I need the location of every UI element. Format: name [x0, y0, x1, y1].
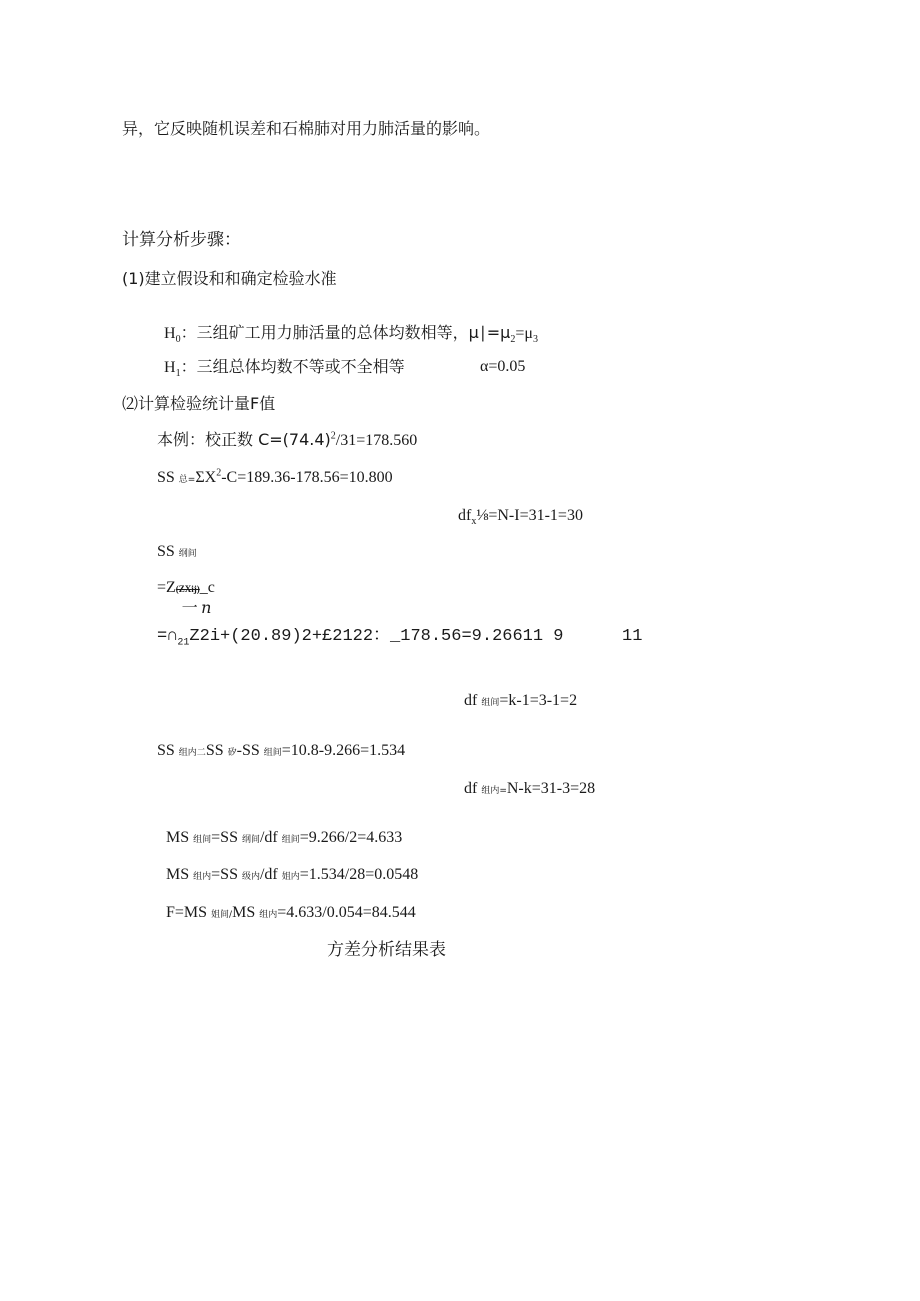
df-within-sub: 组内= — [481, 786, 507, 796]
step-1-heading: (1)建立假设和和确定检验水准 — [122, 269, 337, 288]
ms-within-sub1: 组内 — [193, 872, 212, 882]
ss-total-line — [157, 468, 393, 488]
df-between-suffix: =k-1=3-1=2 — [499, 692, 578, 709]
h1-label: H — [164, 359, 176, 376]
h0-text2: =μ — [515, 325, 533, 342]
ss-between-prefix: SS — [157, 543, 179, 560]
ms-between-line — [166, 828, 402, 848]
ss-within-sub3: 组间 — [263, 748, 282, 758]
alpha-level: α=0.05 — [480, 358, 526, 375]
h0-sub3: 3 — [532, 334, 538, 346]
h1-sub: 1 — [175, 368, 181, 380]
ss-within-suffix: =10.8-9.266=1.534 — [281, 742, 406, 759]
correction-prefix: 本例：校正数 C=(74.4) — [157, 430, 331, 449]
ms-between-mid: =SS — [211, 829, 242, 846]
hypothesis-h0 — [164, 323, 538, 344]
df-within-line — [464, 779, 595, 799]
ss-between-label — [157, 542, 197, 562]
ss-within-line — [157, 741, 405, 761]
f-value-sub1: 姐间/ — [211, 910, 233, 920]
intro-line: 异，它反映随机误差和石棉肺对用力肺活量的影响。 — [122, 119, 491, 138]
ms-between-sub2: 纲间 — [241, 835, 260, 845]
ms-within-line — [166, 865, 418, 885]
df-within-prefix: df — [464, 780, 482, 797]
df-total-suffix: ⅛=N-I=31-1=30 — [476, 507, 583, 524]
ss-total-text: ΣX — [195, 469, 217, 486]
ms-between-prefix: MS — [166, 829, 194, 846]
h0-sub2: 2 — [510, 334, 516, 346]
correction-sup: 2 — [330, 430, 336, 442]
df-between-prefix: df — [464, 692, 482, 709]
ss-total-sup: 2 — [216, 467, 222, 479]
h0-label: H — [164, 325, 176, 342]
ss-within-mid2: -SS — [236, 742, 264, 759]
ss-between-sub: 纲间 — [178, 549, 197, 559]
f-value-line — [166, 903, 416, 923]
step-2-heading: ⑵计算检验统计量F值 — [122, 394, 276, 413]
ss-between-calc-sub: 21 — [177, 637, 190, 649]
ss-between-formula-prefix: =Z — [157, 579, 176, 596]
df-total-line — [458, 506, 583, 526]
ms-between-mid2: /df — [259, 829, 282, 846]
df-total-sub: x — [471, 516, 477, 528]
df-total-prefix: df — [458, 507, 472, 524]
ss-within-sub2: 矽 — [227, 748, 237, 758]
h0-sub: 0 — [175, 334, 181, 346]
ss-within-mid1: SS — [205, 742, 228, 759]
ss-total-prefix: SS — [157, 469, 179, 486]
ss-between-denominator: 一 n — [180, 598, 212, 617]
ms-within-suffix: =1.534/28=0.0548 — [299, 866, 419, 883]
ss-between-calc-tail: 11 — [622, 627, 643, 646]
ms-within-sub3: 姐内 — [281, 872, 300, 882]
f-value-prefix: F=MS — [166, 904, 212, 921]
ss-between-calculation — [157, 627, 563, 647]
ss-between-formula — [157, 578, 215, 598]
df-between-sub: 组间 — [481, 698, 500, 708]
df-within-suffix: N-k=31-3=28 — [506, 780, 596, 797]
table-caption: 方差分析结果表 — [327, 940, 446, 960]
correction-line — [157, 430, 417, 451]
df-between-line — [464, 691, 577, 711]
ms-within-mid: =SS — [211, 866, 242, 883]
ss-within-prefix: SS — [157, 742, 179, 759]
ms-between-suffix: =9.266/2=4.633 — [299, 829, 403, 846]
ss-total-suffix: -C=189.36-178.56=10.800 — [221, 469, 393, 486]
ss-within-sub1: 组内二 — [178, 748, 206, 758]
h0-text: ：三组矿工用力肺活量的总体均数相等，μ∣=μ — [180, 323, 511, 342]
ss-between-formula-suffix: _c — [199, 579, 215, 596]
ms-between-sub1: 组间 — [193, 835, 212, 845]
ss-between-formula-subj: ij) — [191, 584, 200, 594]
f-value-suffix: =4.633/0.054=84.544 — [277, 904, 416, 921]
ms-within-sub2: 级内 — [241, 872, 260, 882]
hypothesis-h1 — [164, 357, 405, 378]
ss-total-sub: 总= — [178, 475, 196, 485]
correction-suffix: /31=178.560 — [335, 432, 418, 449]
ss-between-calc-prefix: =∩ — [157, 627, 178, 646]
h1-text: ：三组总体均数不等或不全相等 — [180, 357, 405, 376]
ms-between-sub3: 组间 — [281, 835, 300, 845]
ss-between-formula-sub: (ZX — [175, 584, 192, 594]
steps-heading: 计算分析步骤： — [122, 230, 241, 250]
ms-within-mid2: /df — [259, 866, 282, 883]
ms-within-prefix: MS — [166, 866, 194, 883]
f-value-sub2: 组内 — [259, 910, 278, 920]
f-value-mid: MS — [232, 904, 260, 921]
ss-between-calc-rest: Z2i+(20.89)2+£2122：_178.56=9.26611 9 — [189, 627, 564, 646]
